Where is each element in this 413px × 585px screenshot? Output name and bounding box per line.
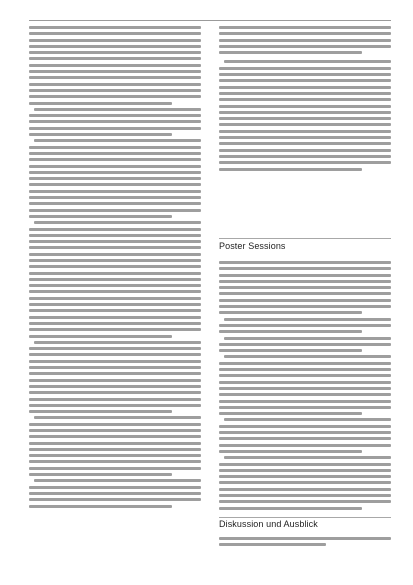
text-line [29,152,201,155]
text-line [219,67,391,70]
text-line [29,309,201,312]
text-line [219,161,391,164]
text-line [29,196,201,199]
text-line [29,259,201,262]
text-line [29,290,201,293]
text-line [219,537,391,540]
text-line [29,165,201,168]
text-line [219,400,391,403]
text-line [29,366,201,369]
text-line [224,418,391,421]
text-line [29,335,172,338]
text-line [219,543,326,546]
text-line [29,146,201,149]
text-line [29,498,201,501]
text-line [29,158,201,161]
side-imprint [0,30,8,570]
text-line [29,127,201,130]
text-line [219,274,391,277]
text-line [219,311,362,314]
text-line [29,120,201,123]
text-line [219,463,391,466]
text-line [224,318,391,321]
text-line [219,387,391,390]
text-line [29,57,201,60]
text-line [29,467,201,470]
text-line [219,286,391,289]
text-line [29,83,201,86]
right-body-text-top [219,26,391,171]
text-line [219,105,391,108]
left-body-text [29,26,201,508]
text-line [219,292,391,295]
text-line [29,64,201,67]
text-line [219,45,391,48]
text-line [224,456,391,459]
text-line [219,500,391,503]
text-line [29,404,201,407]
section-rule-poster [219,238,391,239]
text-line [29,435,201,438]
text-line [29,202,201,205]
page-footer [29,571,391,579]
text-line [219,26,391,29]
text-line [29,32,201,35]
text-line [29,114,201,117]
right-column-mid [219,261,391,513]
text-line [219,111,391,114]
text-line [219,507,362,510]
text-line [29,70,201,73]
text-line [29,492,201,495]
text-line [219,444,391,447]
text-line [219,381,391,384]
text-line [219,393,391,396]
text-line [219,494,391,497]
text-line [29,423,201,426]
text-line [29,398,201,401]
text-line [29,347,201,350]
text-line [29,486,201,489]
text-line [29,39,201,42]
text-line [219,362,391,365]
text-line [219,32,391,35]
text-line [219,86,391,89]
running-header [29,10,391,21]
text-line [219,330,362,333]
text-line [29,95,201,98]
text-line [29,316,201,319]
text-line [29,272,201,275]
text-line [224,337,391,340]
text-line [219,488,391,491]
text-line [219,98,391,101]
text-line [219,299,391,302]
text-line [219,324,391,327]
text-line [219,450,362,453]
text-line [219,51,362,54]
text-line [29,234,201,237]
text-line [219,280,391,283]
text-line [29,253,201,256]
text-line [219,79,391,82]
text-line [29,410,172,413]
text-line [219,469,391,472]
text-line [29,448,201,451]
text-line [29,303,201,306]
text-line [29,209,201,212]
text-line [29,177,201,180]
text-line [29,328,201,331]
text-line [224,60,391,63]
text-line [29,215,172,218]
text-line [219,39,391,42]
text-line [29,429,201,432]
text-line [29,473,172,476]
text-line [219,305,391,308]
right-column-top [219,26,391,174]
text-line [29,297,201,300]
text-line [219,149,391,152]
text-line [29,353,201,356]
text-line [29,26,201,29]
text-line [219,437,391,440]
text-line [29,278,201,281]
text-line [29,171,201,174]
text-line [219,349,362,352]
text-line [29,265,201,268]
text-line [224,355,391,358]
text-line [29,76,201,79]
text-line [34,221,201,224]
text-line [29,89,201,92]
text-line [29,45,201,48]
text-line [219,136,391,139]
text-line [34,479,201,482]
text-line [29,372,201,375]
text-line [29,246,201,249]
text-line [29,240,201,243]
text-line [219,168,362,171]
text-line [29,228,201,231]
text-line [29,442,201,445]
text-line [219,73,391,76]
heading-poster-sessions: Poster Sessions [219,241,286,251]
text-line [29,102,172,105]
text-line [219,261,391,264]
text-line [29,460,201,463]
text-line [29,454,201,457]
text-line [219,343,391,346]
text-line [219,475,391,478]
text-line [29,51,201,54]
right-column-bottom [219,537,391,550]
text-line [29,183,201,186]
text-line [34,416,201,419]
section-rule-discussion [219,517,391,518]
text-line [29,284,201,287]
text-line [219,368,391,371]
text-line [219,267,391,270]
text-line [219,117,391,120]
text-line [29,385,201,388]
text-line [29,360,201,363]
text-line [29,505,172,508]
text-line [29,190,201,193]
text-line [219,123,391,126]
text-line [219,142,391,145]
text-line [34,139,201,142]
right-body-text-bottom [219,537,391,546]
text-line [219,481,391,484]
text-line [219,431,391,434]
text-line [29,322,201,325]
right-body-text-mid [219,261,391,510]
text-line [34,108,201,111]
text-line [219,412,362,415]
text-line [29,391,201,394]
text-line [34,341,201,344]
text-line [219,92,391,95]
text-line [219,425,391,428]
text-line [29,133,172,136]
text-line [29,379,201,382]
text-line [219,374,391,377]
text-line [219,155,391,158]
left-column [29,26,201,511]
heading-discussion: Diskussion und Ausblick [219,519,318,529]
text-line [219,130,391,133]
text-line [219,406,391,409]
